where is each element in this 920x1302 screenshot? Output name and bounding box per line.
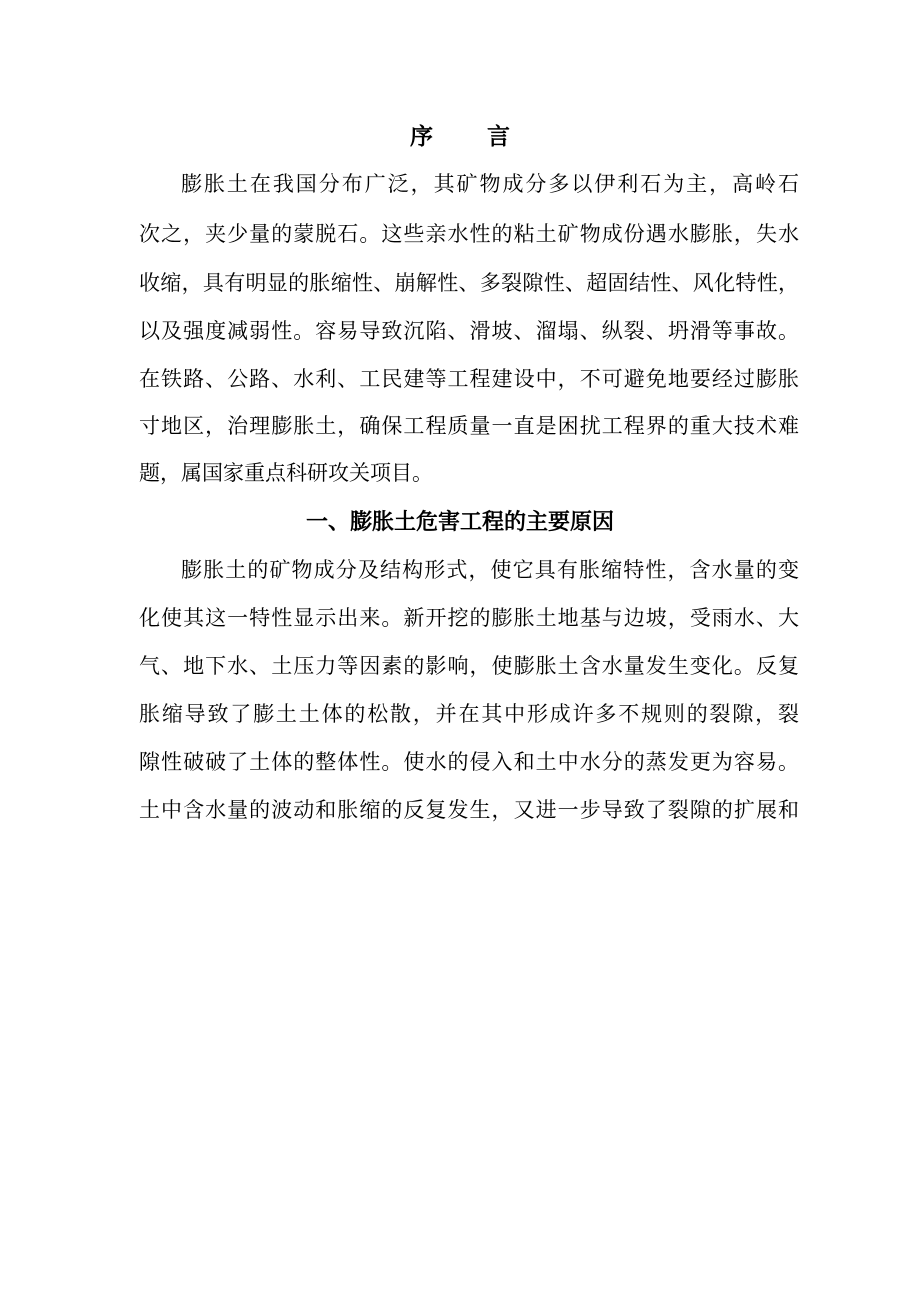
section-line: 气、地下水、土压力等因素的影响，使膨胀土含水量发生变化。反复 (139, 654, 799, 678)
section-line: 化使其这一特性显示出来。新开挖的膨胀土地基与边坡，受雨水、大 (139, 606, 799, 630)
preface-line: 以及强度减弱性。容易导致沉陷、滑坡、溜塌、纵裂、坍滑等事故。 (139, 319, 799, 343)
preface-line: 收缩，具有明显的胀缩性、崩解性、多裂隙性、超固结性、风化特性， (139, 271, 799, 295)
section-line: 胀缩导致了膨土土体的松散，并在其中形成许多不规则的裂隙，裂 (139, 702, 799, 726)
section-line: 隙性破破了土体的整体性。使水的侵入和土中水分的蒸发更为容易。 (139, 750, 799, 774)
section-line: 土中含水量的波动和胀缩的反复发生，又进一步导致了裂隙的扩展和 (139, 798, 799, 822)
page-title (0, 117, 920, 157)
title-char-1: 序 (410, 124, 433, 150)
preface-line: 题，属国家重点科研攻关项目。 (139, 461, 433, 485)
section-line: 膨胀土的矿物成分及结构形式，使它具有胀缩特性，含水量的变 (181, 558, 799, 582)
preface-line: 在铁路、公路、水利、工民建等工程建设中，不可避免地要经过膨胀 (139, 367, 799, 391)
title-char-2: 言 (487, 124, 510, 150)
preface-line: 次之，夹少量的蒙脱石。这些亲水性的粘土矿物成份遇水膨胀，失水 (139, 222, 799, 246)
preface-line: 寸地区，治理膨胀土，确保工程质量一直是困扰工程界的重大技术难 (139, 414, 799, 438)
section-heading: 一、膨胀土危害工程的主要原因 (305, 510, 614, 535)
preface-line: 膨胀土在我国分布广泛，其矿物成分多以伊利石为主，高岭石 (181, 172, 799, 196)
